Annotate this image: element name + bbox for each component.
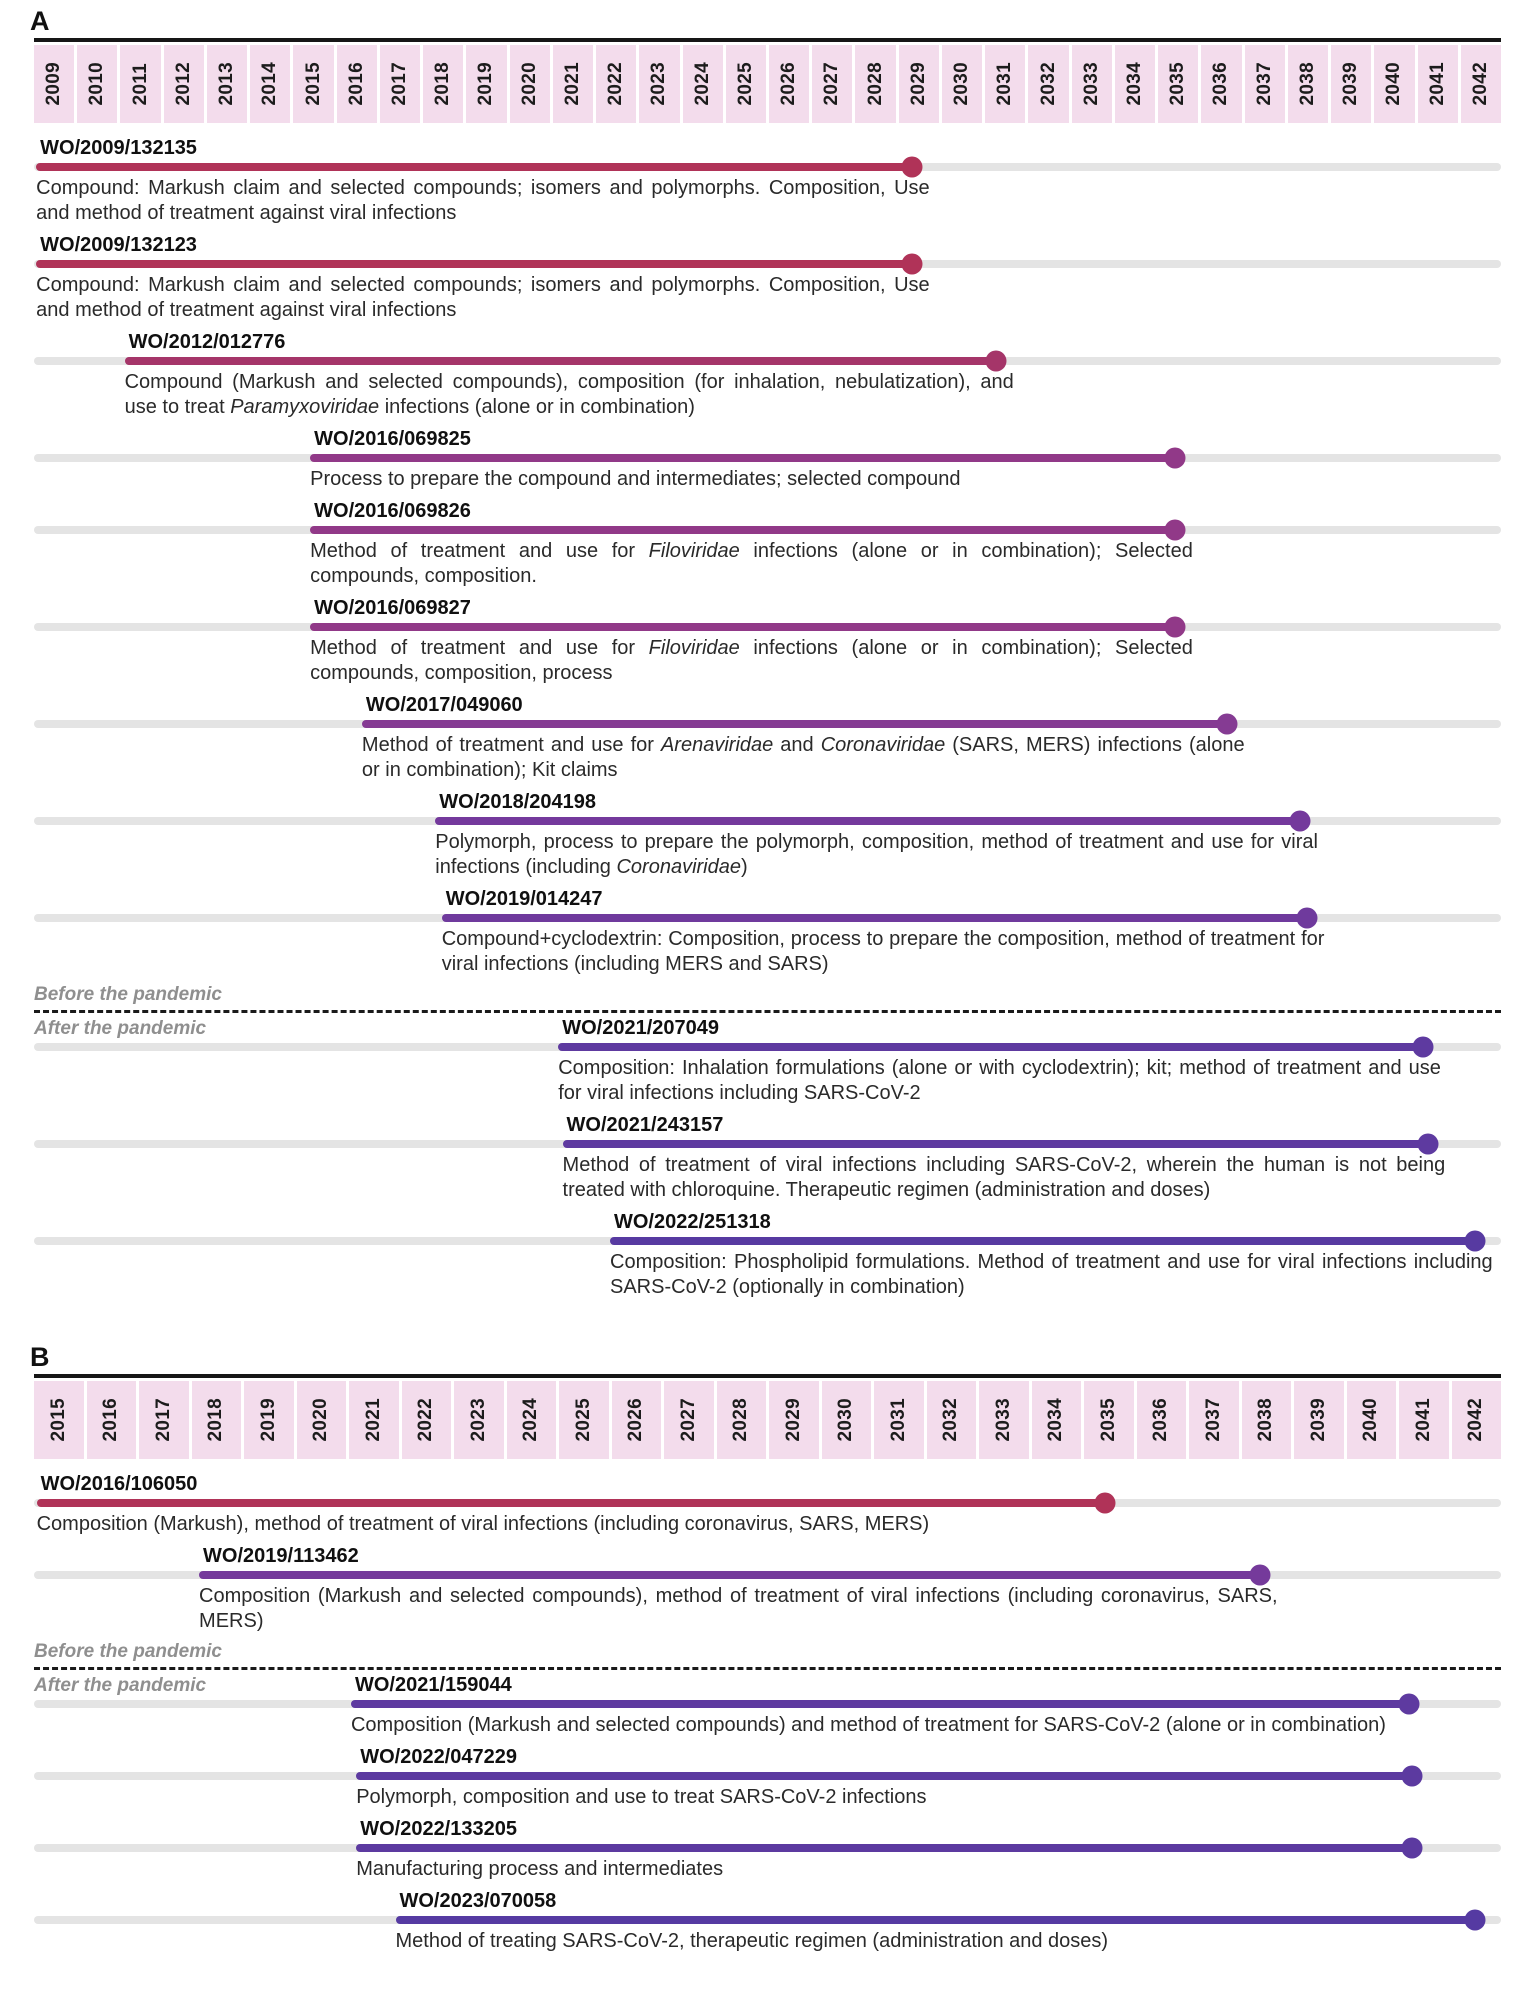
year-tick-label: 2039	[1307, 1398, 1329, 1442]
year-cell-2032	[1028, 45, 1068, 123]
patent-description: Compound (Markush and selected compounds), composition (for inhalation, nebulatization), and use to treat Paramyxoviridae infections (alone or in combination)	[124, 371, 1014, 418]
patent-expiry-dot	[1465, 1231, 1486, 1252]
patent-id: WO/2016/069827	[314, 597, 471, 619]
patent-term-bar	[37, 1499, 1106, 1507]
year-cell-2034	[1115, 45, 1155, 123]
patent-expiry-dot	[1095, 1493, 1116, 1514]
year-tick-label: 2031	[994, 62, 1016, 106]
year-tick-label: 2031	[887, 1398, 909, 1442]
year-cell-2035	[1158, 45, 1198, 123]
patent-expiry-dot	[1401, 1766, 1422, 1787]
patent-term-bar	[310, 454, 1175, 462]
year-cell-2025	[559, 1381, 609, 1459]
patent-expiry-dot	[1290, 811, 1311, 832]
year-cell-2027	[664, 1381, 714, 1459]
year-cell-2019	[244, 1381, 294, 1459]
panel-b	[30, 1342, 1501, 1954]
after-pandemic-label: After the pandemic	[34, 1018, 207, 1039]
year-tick-label: 2023	[648, 62, 670, 106]
patent-expiry-dot	[902, 254, 923, 275]
patent-id: WO/2022/047229	[360, 1746, 517, 1768]
year-cell-2009	[34, 45, 74, 123]
year-cell-2028	[717, 1381, 767, 1459]
year-tick-label: 2026	[778, 62, 800, 106]
year-cell-2023	[454, 1381, 504, 1459]
patent-description: Method of treatment of viral infections including SARS-CoV-2, wherein the human is not being treated with chloroquine. Therapeutic regimen (administration and doses)	[562, 1154, 1446, 1201]
patent-term-bar	[36, 163, 912, 171]
year-cell-2016	[87, 1381, 137, 1459]
year-tick-label: 2034	[1045, 1398, 1067, 1442]
year-tick-label: 2027	[821, 62, 843, 106]
year-tick-label: 2038	[1255, 1398, 1277, 1442]
year-cell-2033	[979, 1381, 1029, 1459]
year-tick-label: 2009	[43, 62, 65, 106]
timeline-entry	[34, 329, 1501, 420]
patent-term-bar	[362, 720, 1227, 728]
timeline-entry	[34, 426, 1501, 492]
year-tick-label: 2015	[302, 62, 324, 106]
timeline-track	[34, 260, 1501, 268]
year-tick-label: 2027	[677, 1398, 699, 1442]
before-pandemic-label: Before the pandemic	[34, 984, 222, 1005]
year-tick-label: 2030	[951, 62, 973, 106]
year-tick-label: 2028	[730, 1398, 752, 1442]
patent-description: Process to prepare the compound and intermediates; selected compound	[310, 468, 961, 490]
timeline-entry	[34, 1672, 1501, 1738]
year-cell-2021	[349, 1381, 399, 1459]
patent-expiry-dot	[1217, 714, 1238, 735]
patent-term-bar	[435, 817, 1300, 825]
year-tick-label: 2041	[1412, 1398, 1434, 1442]
patent-term-bar	[563, 1140, 1428, 1148]
year-tick-label: 2019	[475, 62, 497, 106]
year-tick-label: 2039	[1340, 62, 1362, 106]
timeline-track	[34, 1916, 1501, 1924]
year-tick-label: 2026	[625, 1398, 647, 1442]
year-cell-2030	[942, 45, 982, 123]
patent-expiry-dot	[1413, 1037, 1434, 1058]
patent-term-bar	[351, 1700, 1409, 1708]
patent-expiry-dot	[902, 157, 923, 178]
year-cell-2036	[1201, 45, 1241, 123]
year-tick-label: 2018	[432, 62, 454, 106]
year-tick-label: 2032	[940, 1398, 962, 1442]
year-cell-2015	[293, 45, 333, 123]
timeline-entry	[34, 1888, 1501, 1954]
patent-description: Manufacturing process and intermediates	[356, 1858, 724, 1880]
patent-id: WO/2009/132135	[40, 137, 197, 159]
year-tick-label: 2014	[259, 62, 281, 106]
year-tick-label: 2035	[1167, 62, 1189, 106]
year-tick-label: 2019	[257, 1398, 279, 1442]
patent-id: WO/2018/204198	[439, 791, 597, 813]
year-tick-label: 2022	[415, 1398, 437, 1442]
year-tick-label: 2037	[1202, 1398, 1224, 1442]
timeline-entry	[34, 1744, 1501, 1810]
year-cell-2013	[207, 45, 247, 123]
patent-description: Compound: Markush claim and selected compounds; isomers and polymorphs. Composition, Use and method of treatment against viral infections	[36, 274, 930, 321]
patent-id: WO/2019/113462	[203, 1545, 359, 1567]
year-cell-2026	[769, 45, 809, 123]
timeline-track	[34, 623, 1501, 631]
year-tick-label: 2033	[992, 1398, 1014, 1442]
timeline-entry	[34, 1543, 1501, 1634]
year-cell-2024	[507, 1381, 557, 1459]
patent-id: WO/2022/133205	[360, 1818, 517, 1840]
patent-term-bar	[36, 260, 912, 268]
year-tick-label: 2018	[205, 1398, 227, 1442]
year-cell-2033	[1072, 45, 1112, 123]
year-cell-2019	[466, 45, 506, 123]
timeline-entry	[34, 595, 1501, 686]
year-tick-label: 2015	[47, 1398, 69, 1442]
year-tick-label: 2010	[86, 62, 108, 106]
year-cell-2039	[1294, 1381, 1344, 1459]
year-cell-2037	[1245, 45, 1285, 123]
patent-expiry-dot	[1249, 1565, 1270, 1586]
patent-expiry-dot	[986, 351, 1007, 372]
timeline-track	[34, 526, 1501, 534]
year-cell-2018	[192, 1381, 242, 1459]
patent-description: Method of treatment and use for Filoviridae infections (alone or in combination); Selected compounds, composition, process	[310, 637, 1193, 684]
patent-term-bar	[610, 1237, 1475, 1245]
timeline-entries-b	[34, 1471, 1501, 1954]
timeline-entry	[34, 692, 1501, 783]
year-tick-label: 2033	[1080, 62, 1102, 106]
timeline-entry	[34, 232, 1501, 323]
year-cell-2041	[1399, 1381, 1449, 1459]
patent-description: Composition: Phospholipid formulations. Method of treatment and use for viral infections including SARS-CoV-2 (optionally in combination)	[610, 1251, 1493, 1298]
year-tick-label: 2036	[1210, 62, 1232, 106]
patent-description: Compound+cyclodextrin: Composition, process to prepare the composition, method of treatment for viral infections (including MERS and SARS)	[441, 928, 1325, 975]
year-axis-a	[34, 38, 1501, 123]
year-tick-label: 2042	[1469, 62, 1491, 106]
year-tick-label: 2032	[1037, 62, 1059, 106]
year-tick-label: 2013	[216, 62, 238, 106]
timeline-track	[34, 817, 1501, 825]
patent-id: WO/2021/159044	[354, 1674, 512, 1696]
after-pandemic-label: After the pandemic	[34, 1675, 207, 1696]
year-tick-label: 2020	[518, 62, 540, 106]
patent-description: Compound: Markush claim and selected compounds; isomers and polymorphs. Composition, Use and method of treatment against viral infections	[36, 177, 930, 224]
year-cell-2028	[855, 45, 895, 123]
timeline-entry	[34, 1471, 1501, 1537]
patent-expiry-dot	[1165, 448, 1186, 469]
year-cell-2031	[874, 1381, 924, 1459]
patent-term-bar	[356, 1772, 1412, 1780]
year-cell-2022	[596, 45, 636, 123]
timeline-track	[34, 454, 1501, 462]
year-cell-2029	[769, 1381, 819, 1459]
timeline-entry	[34, 1209, 1501, 1300]
year-tick-label: 2011	[129, 62, 151, 106]
patent-term-bar	[310, 526, 1175, 534]
year-cell-2027	[812, 45, 852, 123]
year-tick-label: 2037	[1253, 62, 1275, 106]
patent-term-bar	[442, 914, 1307, 922]
patent-term-bar	[558, 1043, 1423, 1051]
timeline-track	[34, 1043, 1501, 1051]
year-tick-label: 2035	[1097, 1398, 1119, 1442]
year-tick-label: 2025	[572, 1398, 594, 1442]
year-cell-2031	[985, 45, 1025, 123]
year-cell-2026	[612, 1381, 662, 1459]
patent-expiry-dot	[1296, 908, 1317, 929]
timeline-track	[34, 1772, 1501, 1780]
year-cell-2042	[1452, 1381, 1502, 1459]
timeline-track	[34, 1700, 1501, 1708]
patent-id: WO/2016/069826	[314, 500, 471, 522]
year-cell-2040	[1374, 45, 1414, 123]
year-tick-label: 2023	[467, 1398, 489, 1442]
year-tick-label: 2021	[561, 62, 583, 106]
year-cell-2011	[120, 45, 160, 123]
year-tick-label: 2042	[1465, 1398, 1487, 1442]
patent-id: WO/2012/012776	[128, 331, 286, 353]
year-tick-label: 2024	[520, 1398, 542, 1442]
year-cell-2017	[139, 1381, 189, 1459]
patent-description: Method of treatment and use for Filoviridae infections (alone or in combination); Selected compounds, composition.	[310, 540, 1193, 587]
year-cell-2014	[250, 45, 290, 123]
year-tick-label: 2040	[1360, 1398, 1382, 1442]
patent-expiry-dot	[1401, 1838, 1422, 1859]
pandemic-dashed-line	[34, 1667, 1501, 1670]
year-cell-2021	[553, 45, 593, 123]
year-tick-label: 2034	[1123, 62, 1145, 106]
year-tick-label: 2038	[1296, 62, 1318, 106]
patent-id: WO/2023/070058	[399, 1890, 557, 1912]
timeline-entry	[34, 1015, 1501, 1106]
timeline-entry	[34, 1112, 1501, 1203]
year-cell-2034	[1032, 1381, 1082, 1459]
year-cell-2032	[927, 1381, 977, 1459]
year-tick-label: 2029	[782, 1398, 804, 1442]
year-tick-label: 2020	[310, 1398, 332, 1442]
year-axis-b	[34, 1374, 1501, 1459]
year-tick-label: 2024	[691, 62, 713, 106]
year-cell-2010	[77, 45, 117, 123]
panel-b-label: B	[30, 1342, 50, 1372]
year-cell-2023	[639, 45, 679, 123]
patent-description: Composition (Markush), method of treatment of viral infections (including coronavirus, SARS, MERS)	[36, 1513, 930, 1535]
patent-id: WO/2009/132123	[40, 234, 197, 256]
before-pandemic-label: Before the pandemic	[34, 1641, 222, 1662]
patent-id: WO/2021/207049	[562, 1017, 720, 1039]
year-tick-label: 2022	[605, 62, 627, 106]
patent-description: Composition (Markush and selected compounds) and method of treatment for SARS-CoV-2 (alone or in combination)	[350, 1714, 1386, 1736]
year-cell-2038	[1288, 45, 1328, 123]
year-tick-label: 2016	[100, 1398, 122, 1442]
year-tick-label: 2012	[172, 62, 194, 106]
patent-id: WO/2016/069825	[314, 428, 471, 450]
patent-id: WO/2019/014247	[445, 888, 603, 910]
timeline-entry	[34, 1816, 1501, 1882]
year-cell-2020	[297, 1381, 347, 1459]
year-tick-label: 2017	[152, 1398, 174, 1442]
patent-description: Polymorph, process to prepare the polymorph, composition, method of treatment and use for viral infections (including Coronaviridae)	[435, 831, 1318, 878]
year-cell-2040	[1347, 1381, 1397, 1459]
timeline-track	[34, 357, 1501, 365]
patent-id: WO/2016/106050	[40, 1473, 198, 1495]
year-tick-label: 2028	[864, 62, 886, 106]
year-cell-2039	[1331, 45, 1371, 123]
patent-term-bar	[396, 1916, 1475, 1924]
year-cell-2015	[34, 1381, 84, 1459]
timeline-track	[34, 1571, 1501, 1579]
patent-description: Composition: Inhalation formulations (alone or with cyclodextrin); kit; method of treatment and use for viral infections including SARS-CoV-2	[558, 1057, 1441, 1104]
year-cell-2017	[380, 45, 420, 123]
year-cell-2020	[510, 45, 550, 123]
timeline-entry	[34, 135, 1501, 226]
patent-term-bar	[125, 357, 997, 365]
patent-expiry-dot	[1165, 520, 1186, 541]
patent-description: Method of treatment and use for Arenaviridae and Coronaviridae (SARS, MERS) infections (alone or in combination); Kit claims	[361, 734, 1245, 781]
year-cell-2036	[1137, 1381, 1187, 1459]
year-tick-label: 2017	[388, 62, 410, 106]
year-tick-label: 2041	[1426, 62, 1448, 106]
patent-id: WO/2021/243157	[566, 1114, 724, 1136]
panel-a	[30, 6, 1501, 1300]
timeline-track	[34, 1499, 1501, 1507]
patent-expiry-dot	[1417, 1134, 1438, 1155]
year-cell-2029	[899, 45, 939, 123]
timeline-track	[34, 1237, 1501, 1245]
year-cell-2024	[683, 45, 723, 123]
timeline-entry	[34, 498, 1501, 589]
year-tick-label: 2030	[835, 1398, 857, 1442]
timeline-entry	[34, 789, 1501, 880]
timeline-entry	[34, 886, 1501, 977]
patent-expiry-dot	[1464, 1910, 1485, 1931]
year-tick-label: 2036	[1150, 1398, 1172, 1442]
timeline-track	[34, 914, 1501, 922]
year-tick-label: 2016	[345, 62, 367, 106]
year-cell-2035	[1084, 1381, 1134, 1459]
patent-expiry-dot	[1399, 1694, 1420, 1715]
timeline-track	[34, 1140, 1501, 1148]
patent-term-bar	[356, 1844, 1412, 1852]
year-tick-label: 2029	[907, 62, 929, 106]
patent-term-bar	[310, 623, 1175, 631]
patent-term-bar	[199, 1571, 1260, 1579]
patent-description: Polymorph, composition and use to treat SARS-CoV-2 infections	[356, 1786, 927, 1808]
patent-description: Method of treating SARS-CoV-2, therapeutic regimen (administration and doses)	[395, 1930, 1109, 1952]
patent-id: WO/2017/049060	[365, 694, 523, 716]
year-cell-2038	[1242, 1381, 1292, 1459]
year-cell-2030	[822, 1381, 872, 1459]
year-tick-label: 2040	[1383, 62, 1405, 106]
timeline-track	[34, 720, 1501, 728]
year-cell-2041	[1418, 45, 1458, 123]
year-cell-2018	[423, 45, 463, 123]
timeline-track	[34, 163, 1501, 171]
timeline-track	[34, 1844, 1501, 1852]
patent-description: Composition (Markush and selected compounds), method of treatment of viral infections (including coronavirus, SARS, MERS)	[199, 1585, 1278, 1632]
year-cell-2037	[1189, 1381, 1239, 1459]
year-cell-2012	[164, 45, 204, 123]
timeline-entries-a	[34, 135, 1501, 1300]
patent-id: WO/2022/251318	[614, 1211, 771, 1233]
panel-a-label: A	[30, 6, 50, 36]
patent-expiry-dot	[1165, 617, 1186, 638]
pandemic-dashed-line	[34, 1010, 1501, 1013]
year-cell-2025	[726, 45, 766, 123]
year-cell-2042	[1461, 45, 1501, 123]
year-tick-label: 2021	[362, 1398, 384, 1442]
year-cell-2022	[402, 1381, 452, 1459]
year-tick-label: 2025	[734, 62, 756, 106]
year-cell-2016	[337, 45, 377, 123]
